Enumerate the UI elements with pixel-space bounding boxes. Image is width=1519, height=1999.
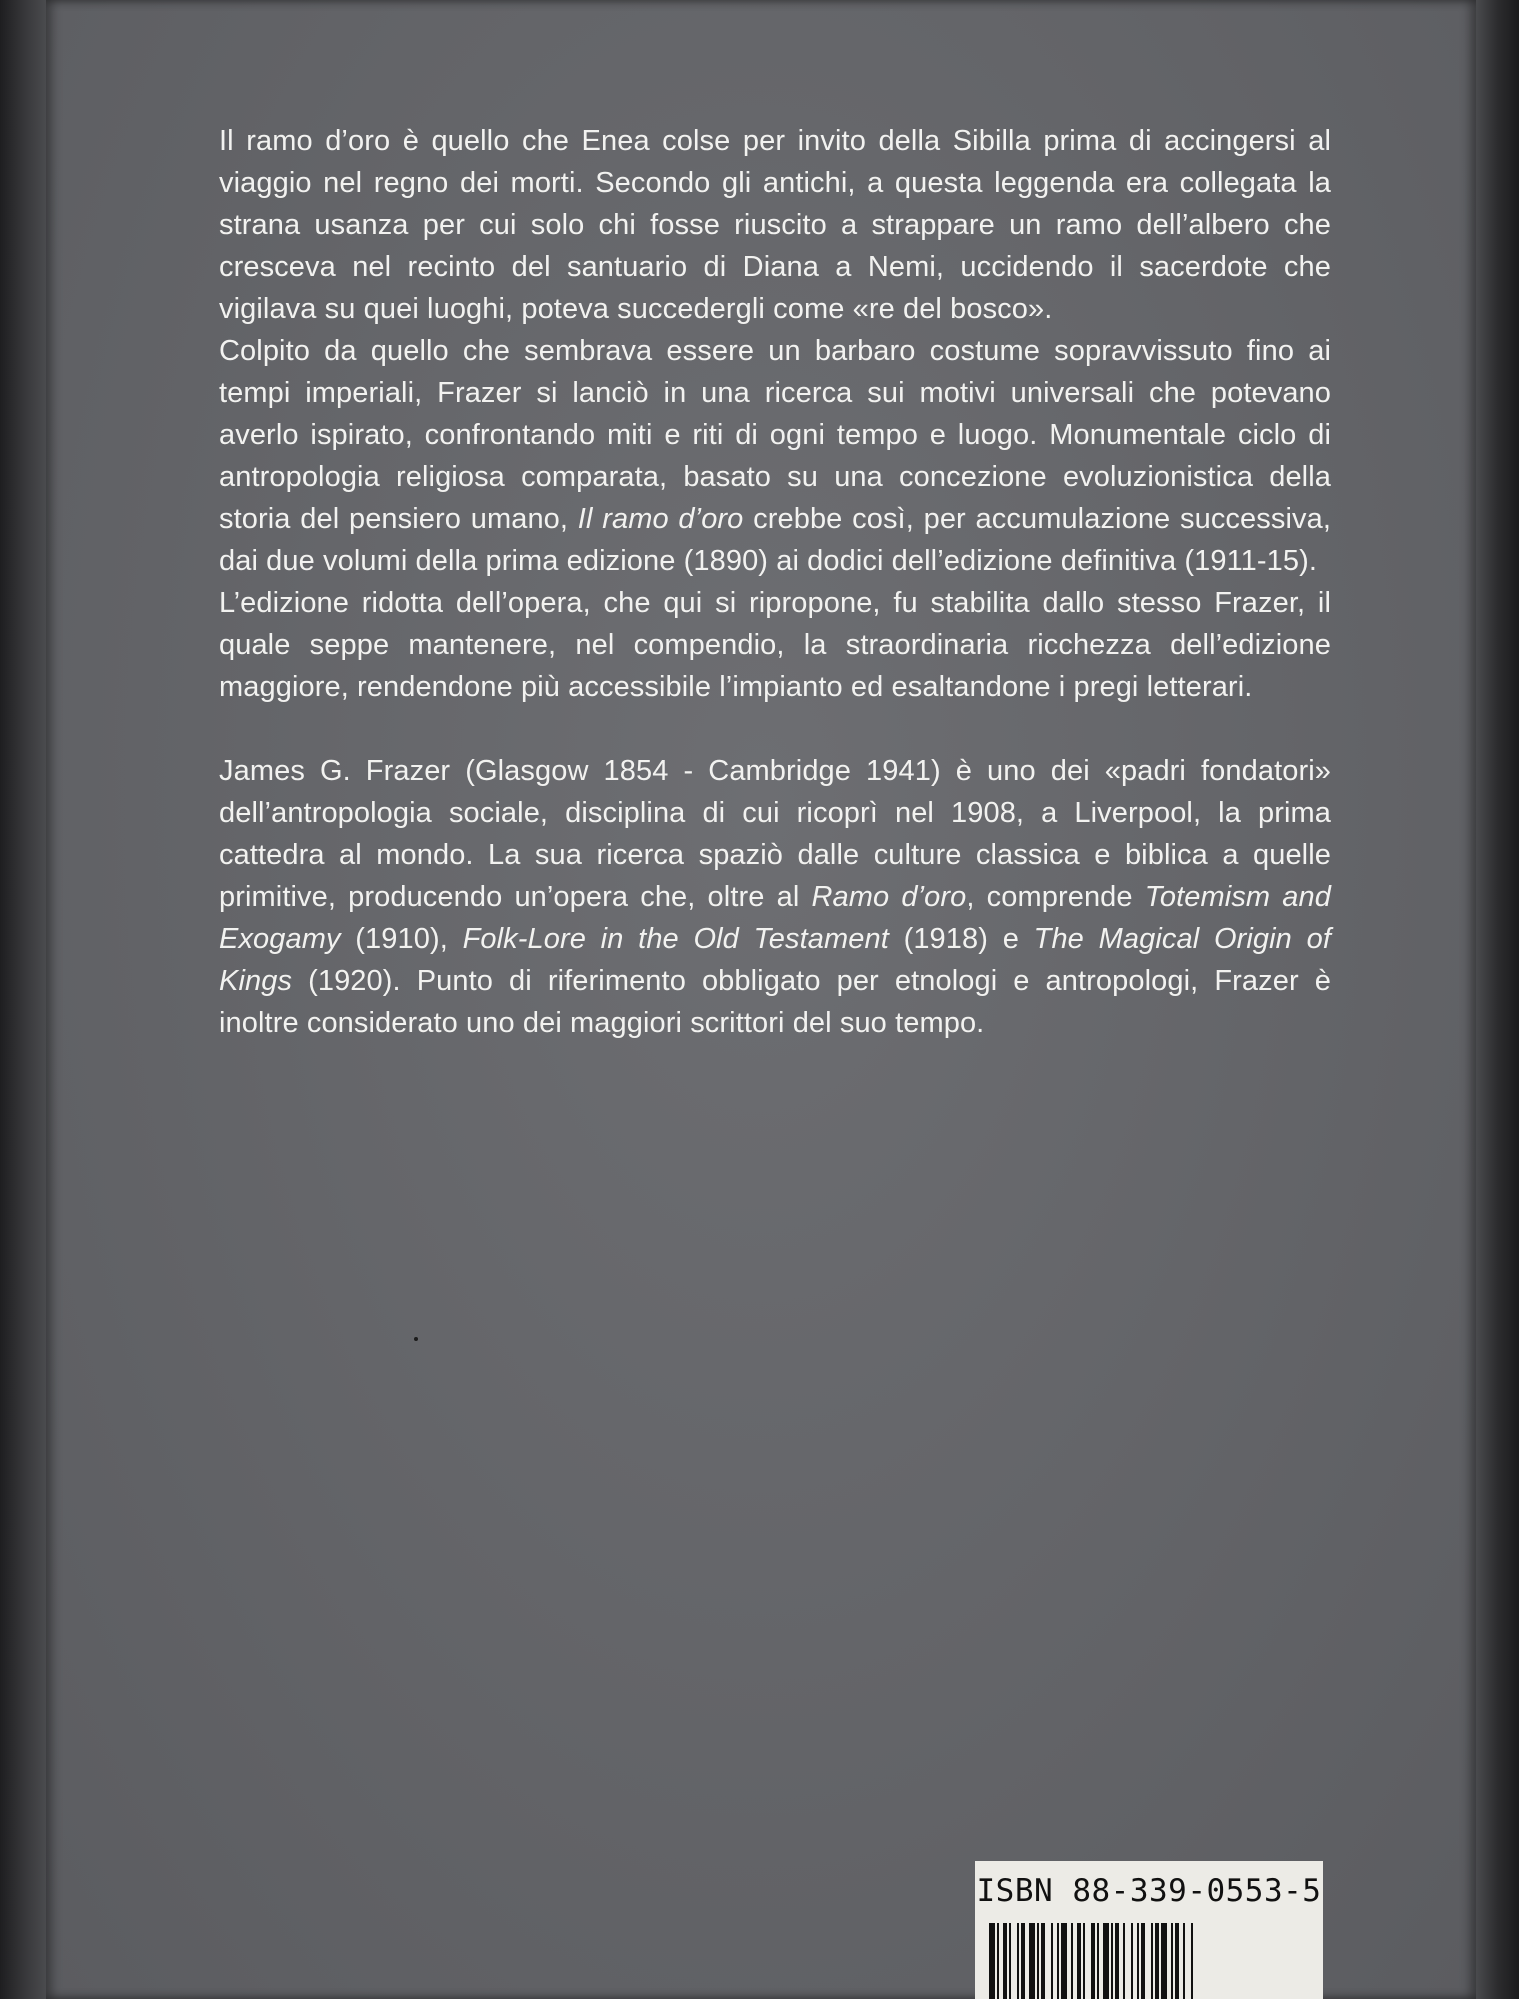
book-title-italic: Ramo d’oro bbox=[811, 881, 967, 913]
book-title-italic: The Magical Origin of Kings bbox=[219, 923, 1331, 997]
right-edge bbox=[1476, 0, 1519, 1999]
bio-text: (1920). Punto di riferimento obbligato per etnologi e antropologi, Frazer è inoltre considerato uno dei maggiori scrittori del suo tempo. bbox=[219, 965, 1331, 1039]
book-title-italic: Il ramo d’oro bbox=[577, 503, 744, 535]
barcode-icon bbox=[989, 1923, 1309, 1999]
blurb-text bbox=[219, 120, 1331, 1044]
left-edge bbox=[0, 0, 46, 1999]
book-title-italic: Folk-Lore in the Old Testament bbox=[462, 923, 889, 955]
dust-speck bbox=[414, 1337, 418, 1341]
bio-text: (1918) e bbox=[888, 923, 1034, 955]
paragraph-edition: L’edizione ridotta dell’opera, che qui si ripropone, fu stabilita dallo stesso Frazer, il quale seppe mantenere, nel compendio, la straordinaria ricchezza dell’edizione maggiore, rendendone più accessibile l’impianto ed esaltandone i pregi letterari. bbox=[219, 587, 1331, 703]
paragraph-frazer-research bbox=[219, 330, 1331, 582]
book-title-italic: Totemism and Exogamy bbox=[219, 881, 1331, 955]
barcode-label bbox=[975, 1861, 1323, 1999]
bio-text: , comprende bbox=[966, 881, 1145, 913]
bio-text: James G. Frazer (Glasgow 1854 - Cambridge 1941) è uno dei «padri fondatori» dell’antropologia sociale, disciplina di cui ricoprì nel 1908, a Liverpool, la prima cattedra al mondo. La sua ricerca spaziò dalle culture classica e biblica a quelle primitive, producendo un’opera che, oltre al bbox=[219, 755, 1331, 913]
bio-text: (1910), bbox=[340, 923, 463, 955]
paragraph-author-bio bbox=[219, 750, 1331, 1044]
isbn-number: ISBN 88-339-0553-5 bbox=[976, 1873, 1322, 1909]
paragraph-text: Colpito da quello che sembrava essere un barbaro costume sopravvissuto fino ai tempi imperiali, Frazer si lanciò in una ricerca sui motivi universali che potevano averlo ispirato, confrontando miti e riti di ogni tempo e luogo. Monumentale ciclo di antropologia religiosa comparata, basato su una concezione evoluzionistica della storia del pensiero umano, bbox=[219, 335, 1331, 535]
paragraph-intro: Il ramo d’oro è quello che Enea colse per invito della Sibilla prima di accingersi al viaggio nel regno dei morti. Secondo gli antichi, a questa leggenda era collegata la strana usanza per cui solo chi fosse riuscito a strappare un ramo dell’albero che cresceva nel recinto del santuario di Diana a Nemi, uccidendo il sacerdote che vigilava su quei luoghi, poteva succedergli come «re del bosco». bbox=[219, 125, 1331, 325]
paragraph-text: crebbe così, per accumulazione successiva, dai due volumi della prima edizione (1890) ai dodici dell’edizione definitiva (1911-15). bbox=[219, 503, 1331, 577]
paragraph-gap bbox=[219, 708, 1331, 750]
